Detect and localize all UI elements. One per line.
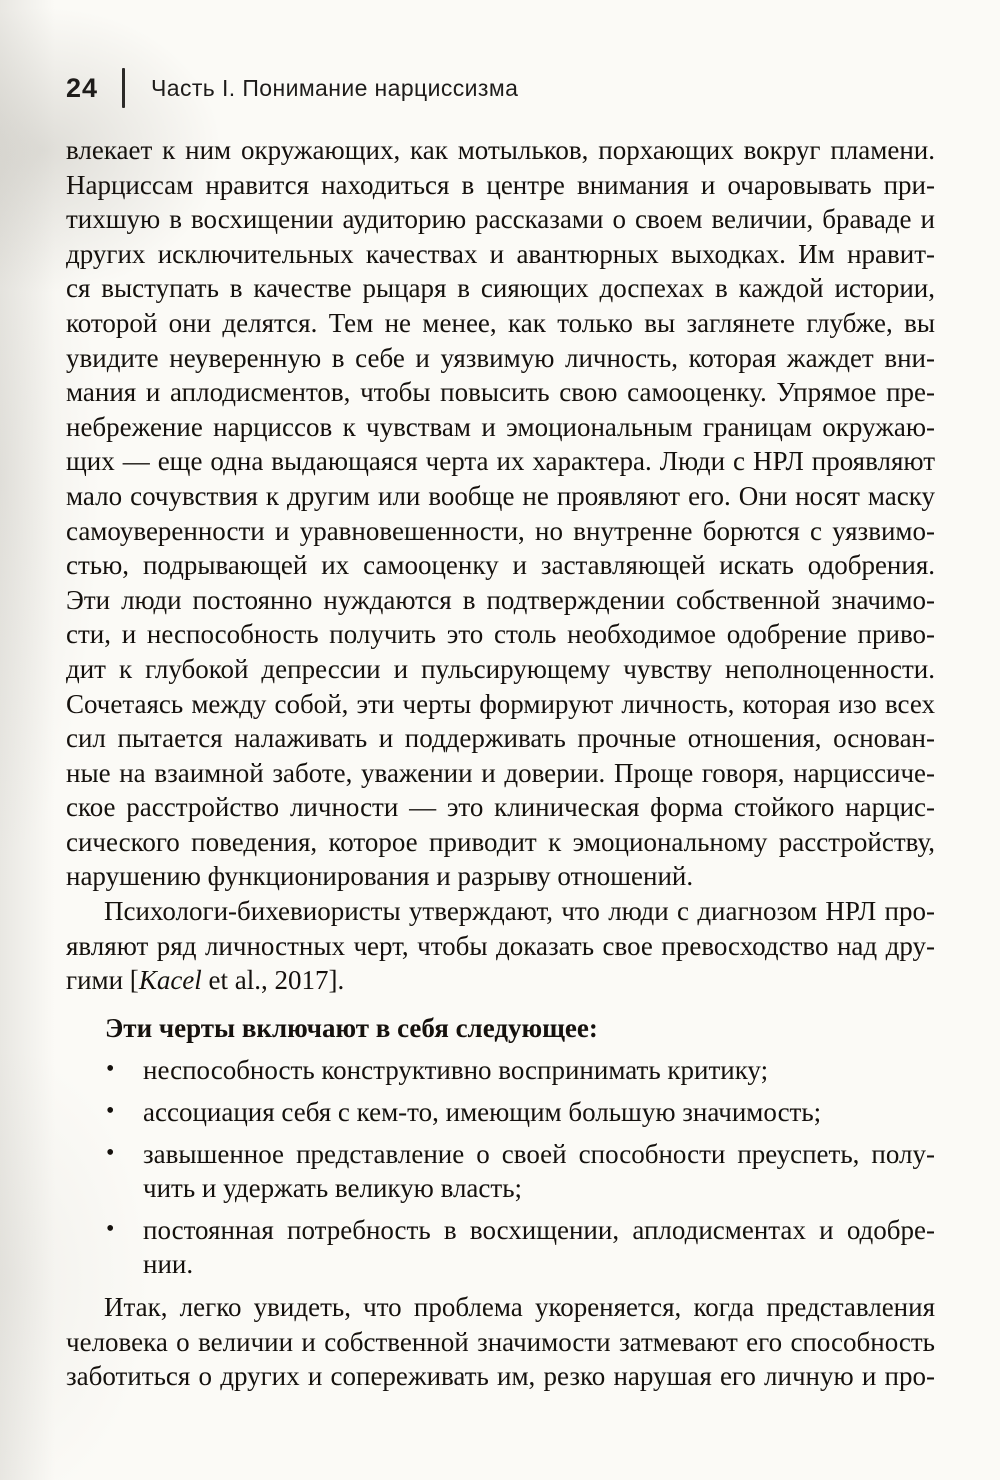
paragraph-1 [66,133,935,894]
list-item [66,1053,935,1088]
paragraph-2 [66,894,935,998]
body-line: стью, подрывающей их самооценку и заставляющей искать одобрения. [66,550,935,581]
body-line: Итак, легко увидеть, что проблема укореняется, когда представления [104,1292,935,1322]
body-line: мало сочувствия к другим или вообще не проявляют его. Они носят маску [66,480,935,511]
body-line: Нарциссам нравится находиться в центре внимания и очаровывать при- [66,169,935,200]
bullet-line: ассоциация себя с кем-то, имеющим большую значимость; [143,1097,822,1128]
header-divider [122,68,125,108]
bullet-marker: • [106,1056,115,1083]
list-item [66,1213,935,1282]
body-text [66,133,935,1394]
bullet-line: неспособность конструктивно воспринимать критику; [143,1055,769,1086]
bullet-line: завышенное представление о своей способности преуспеть, полу- [143,1138,935,1169]
body-line: влекает к ним окружающих, как мотыльков, порхающих вокруг пламени. [66,135,935,165]
bullet-marker: • [106,1215,115,1242]
body-line-citation [66,963,935,998]
body-line: щих — еще одна выдающаяся черта их характера. Люди с НРЛ проявляют [66,446,935,477]
bullet-marker: • [106,1139,115,1166]
page-number: 24 [66,72,99,103]
bullet-line: чить и удержать великую власть; [143,1173,523,1204]
running-head: Часть I. Понимание нарциссизма [151,74,519,101]
body-line: Сочетаясь между собой, эти черты формируют личность, которая изо всех [66,688,935,719]
body-line: сического поведения, которое приводит к эмоциональному расстройству, [66,826,935,857]
citation-suffix: et al., 2017]. [201,965,345,996]
body-line: являют ряд личностных черт, чтобы доказать свое превосходство над дру- [66,930,935,961]
citation-author: Kacel [138,965,202,996]
bullet-line: нии. [143,1249,194,1280]
body-line: небрежение нарциссов к чувствам и эмоциональным границам окружаю- [66,411,935,442]
body-line: нарушению функционирования и разрыву отношений. [66,861,694,892]
paragraph-3 [66,1290,935,1394]
list-item [66,1137,935,1206]
body-line: которой они делятся. Тем не менее, как только вы заглянете глубже, вы [66,307,935,338]
body-line: сти, и неспособность получить это столь необходимое одобрение приво- [66,619,935,650]
body-line: ское расстройство личности — это клиническая форма стойкого нарцис- [66,792,935,823]
body-line: сил пытается налаживать и поддерживать прочные отношения, основан- [66,723,935,754]
body-line: других исключительных качествах и авантюрных выходках. Им нравит- [66,238,935,269]
citation-prefix: гими [ [66,965,139,996]
body-line: ся выступать в качестве рыцаря в сияющих доспехах в каждой истории, [66,273,935,304]
body-line: тихшую в восхищении аудиторию рассказами о своем величии, браваде и [66,204,935,235]
body-line: мания и аплодисментов, чтобы повысить свою самооценку. Упрямое пре- [66,377,935,408]
body-line: увидите неуверенную в себе и уязвимую личность, которая жаждет вни- [66,342,935,373]
bullet-marker: • [106,1098,115,1125]
body-line: Эти люди постоянно нуждаются в подтверждении собственной значимо- [66,584,935,615]
body-line: ные на взаимной заботе, уважении и доверии. Проще говоря, нарциссиче- [66,757,935,788]
body-line: дит к глубокой депрессии и пульсирующему чувству неполноценности. [66,653,935,684]
bullet-list [66,1053,935,1282]
page-header [66,68,518,108]
body-line: заботиться о других и сопереживать им, резко нарушая его личную и про- [66,1361,935,1392]
body-line: человека о величии и собственной значимости затмевают его способность [66,1326,935,1357]
list-item [66,1095,935,1130]
body-line: самоуверенности и уравновешенности, но внутренне борются с уязвимо- [66,515,935,546]
list-heading: Эти черты включают в себя следующее: [105,1012,598,1043]
body-line: Психологи-бихевиористы утверждают, что люди с диагнозом НРЛ про- [104,896,935,927]
bullet-line: постоянная потребность в восхищении, аплодисментах и одобре- [143,1214,935,1245]
